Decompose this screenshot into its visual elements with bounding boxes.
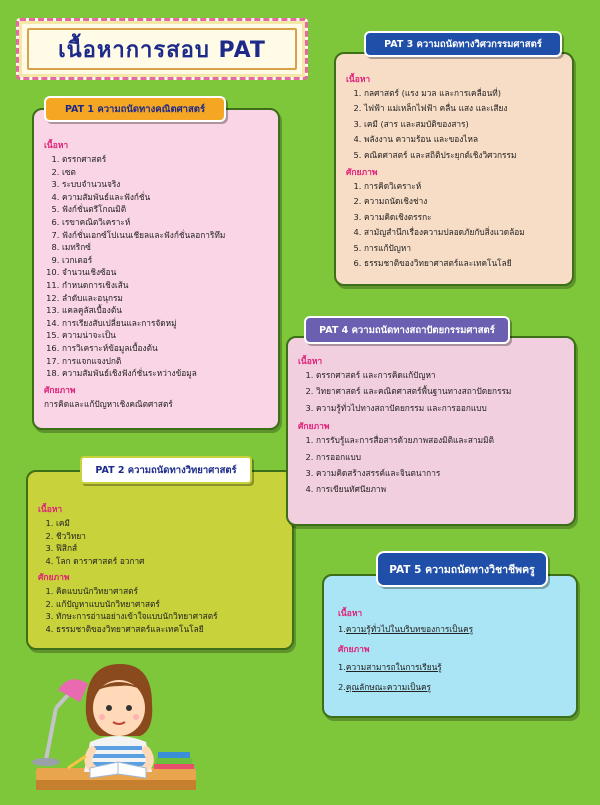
list-item: 3. เคมี (สาร และสมบัติของสาร) xyxy=(364,119,564,129)
girl-cheek xyxy=(133,714,139,720)
list-item: 2. ความถนัดเชิงช่าง xyxy=(364,196,564,206)
lamp-base xyxy=(32,758,60,766)
girl-eye xyxy=(106,705,112,711)
list-item: 3. ระบบจำนวนจริง xyxy=(62,179,270,189)
lamp-arm xyxy=(56,695,68,708)
list-item: 1. การคิดวิเคราะห์ xyxy=(364,181,564,191)
pat2-skill-label: ศักยภาพ xyxy=(38,573,70,584)
pat1-panel xyxy=(32,108,280,430)
pat5-skill-label: ศักยภาพ xyxy=(338,645,370,655)
pat2-skill-list xyxy=(38,586,284,634)
pat5-content-item: 1.ความรู้ทั่วไปในบริบทของการเป็นครู xyxy=(338,624,474,634)
pat3-panel xyxy=(334,52,574,286)
pat3-skill-label: ศักยภาพ xyxy=(346,168,378,179)
list-item: 13. แคลคูลัสเบื้องต้น xyxy=(62,305,270,315)
list-item: 14. การเรียงสับเปลี่ยนและการจัดหมู่ xyxy=(62,318,270,328)
list-item: 2. ชีววิทยา xyxy=(56,531,284,541)
list-item: 1. ตรรกศาสตร์ และการคิดแก้ปัญหา xyxy=(316,370,566,380)
desk-edge xyxy=(36,780,196,790)
pat2-header: PAT 2 ความถนัดทางวิทยาศาสตร์ xyxy=(95,464,237,476)
pat4-skill-label: ศักยภาพ xyxy=(298,422,330,433)
pat2-content-label: เนื้อหา xyxy=(38,505,63,515)
pat5-content-label: เนื้อหา xyxy=(338,609,363,619)
pat5-panel xyxy=(322,574,578,718)
stacked-book xyxy=(154,764,194,769)
pat4-header-tab xyxy=(304,316,510,344)
pat4-header: PAT 4 ความถนัดทางสถาปัตยกรรมศาสตร์ xyxy=(319,324,495,336)
girl-studying-illustration xyxy=(28,650,203,800)
stacked-book xyxy=(158,752,190,758)
list-item: 1. ตรรกศาสตร์ xyxy=(62,154,270,164)
list-item: 10. จำนวนเชิงซ้อน xyxy=(62,267,270,277)
list-item: 11. กำหนดการเชิงเส้น xyxy=(62,280,270,290)
pat1-skill-text: การคิดและแก้ปัญหาเชิงคณิตศาสตร์ xyxy=(44,398,173,409)
list-item: 18. ความสัมพันธ์เชิงฟังก์ชั่นระหว่างข้อมูล xyxy=(62,368,270,378)
pat4-content-label: เนื้อหา xyxy=(298,357,323,367)
pat2-header-tab xyxy=(80,456,252,484)
pat3-content-list xyxy=(346,88,564,160)
list-item: 9. เวกเตอร์ xyxy=(62,255,270,265)
pat2-panel xyxy=(26,470,294,650)
list-item: 6. เรขาคณิตวิเคราะห์ xyxy=(62,217,270,227)
list-item: 3. ฟิสิกส์ xyxy=(56,543,284,553)
list-item: 2. เซต xyxy=(62,167,270,177)
list-item: 4. ความสัมพันธ์และฟังก์ชั่น xyxy=(62,192,270,202)
list-item: 2. ไฟฟ้า แม่เหล็กไฟฟ้า คลื่น แสง และเสียง xyxy=(364,103,564,113)
list-item: 1. การรับรู้และการสื่อสารด้วยภาพสองมิติและสามมิติ xyxy=(316,435,566,445)
list-item: 16. การวิเคราะห์ข้อมูลเบื้องต้น xyxy=(62,343,270,353)
list-item: 4. ธรรมชาติของวิทยาศาสตร์และเทคโนโลยี xyxy=(56,624,284,634)
list-item: 1. คิดแบบนักวิทยาศาสตร์ xyxy=(56,586,284,596)
list-item: 5. ฟังก์ชั่นตรีโกณมิติ xyxy=(62,204,270,214)
pat5-skill-item: 2.คุณลักษณะความเป็นครู xyxy=(338,682,432,692)
pat1-content-label: เนื้อหา xyxy=(44,141,69,151)
title-inner-border xyxy=(27,28,297,70)
list-item: 5. คณิตศาสตร์ และสถิติประยุกต์เชิงวิศวกรรม xyxy=(364,150,564,160)
pencil-icon xyxy=(68,756,86,768)
list-item: 2. การออกแบบ xyxy=(316,452,566,462)
list-item: 6. ธรรมชาติของวิทยาศาสตร์และเทคโนโลยี xyxy=(364,258,564,268)
list-item: 1. เคมี xyxy=(56,518,284,528)
list-item: 3. ความรู้ทั่วไปทางสถาปัตยกรรม และการออกแบบ xyxy=(316,403,566,413)
pat4-content-list xyxy=(298,370,566,413)
list-item: 12. ลำดับและอนุกรม xyxy=(62,293,270,303)
list-item: 3. ความคิดเชิงตรรกะ xyxy=(364,212,564,222)
list-item: 4. สามัญสำนึกเรื่องความปลอดภัยกับสิ่งแวดล้อม xyxy=(364,227,564,237)
pat4-panel xyxy=(286,336,576,526)
page-title: เนื้อหาการสอบ PAT xyxy=(58,37,266,63)
list-item: 17. การแจกแจงปกติ xyxy=(62,356,270,366)
stacked-book xyxy=(156,758,192,764)
list-item: 4. พลังงาน ความร้อน และของไหล xyxy=(364,134,564,144)
girl-eye xyxy=(126,705,132,711)
list-item: 8. เมทริกซ์ xyxy=(62,242,270,252)
lamp-arm xyxy=(46,708,56,760)
pat1-header-tab xyxy=(44,96,226,122)
pat3-skill-list xyxy=(346,181,564,268)
list-item: 5. การแก้ปัญหา xyxy=(364,243,564,253)
pat3-header-tab xyxy=(364,31,562,57)
pat2-content-list xyxy=(38,518,284,566)
pat5-skill-item: 1.ความสามารถในการเรียนรู้ xyxy=(338,662,442,672)
pat5-header: PAT 5 ความถนัดทางวิชาชีพครู xyxy=(389,563,535,576)
pat5-header-tab xyxy=(376,551,548,587)
pat1-skill-label: ศักยภาพ xyxy=(44,385,76,396)
list-item: 2. วิทยาศาสตร์ และคณิตศาสตร์พื้นฐานทางสถาปัตยกรรม xyxy=(316,386,566,396)
pat3-content-label: เนื้อหา xyxy=(346,75,371,85)
list-item: 2. แก้ปัญหาแบบนักวิทยาศาสตร์ xyxy=(56,599,284,609)
list-item: 4. โลก ดาราศาสตร์ อวกาศ xyxy=(56,556,284,566)
pat4-skill-list xyxy=(298,435,566,495)
title-frame xyxy=(16,18,308,80)
list-item: 4. การเขียนทัศนียภาพ xyxy=(316,484,566,494)
list-item: 1. กลศาสตร์ (แรง มวล และการเคลื่อนที่) xyxy=(364,88,564,98)
list-item: 3. ความคิดสร้างสรรค์และจินตนาการ xyxy=(316,468,566,478)
pat1-content-list xyxy=(44,154,270,379)
pat3-header: PAT 3 ความถนัดทางวิศวกรรมศาสตร์ xyxy=(384,38,542,50)
list-item: 3. ทักษะการอ่านอย่างเข้าใจแบบนักวิทยาศาสตร์ xyxy=(56,611,284,621)
list-item: 15. ความน่าจะเป็น xyxy=(62,330,270,340)
list-item: 7. ฟังก์ชั่นเอกซ์โปเนนเชียลและฟังก์ชั่นลอการิทึม xyxy=(62,230,270,240)
girl-cheek xyxy=(99,714,105,720)
pat1-header: PAT 1 ความถนัดทางคณิตศาสตร์ xyxy=(64,103,206,115)
